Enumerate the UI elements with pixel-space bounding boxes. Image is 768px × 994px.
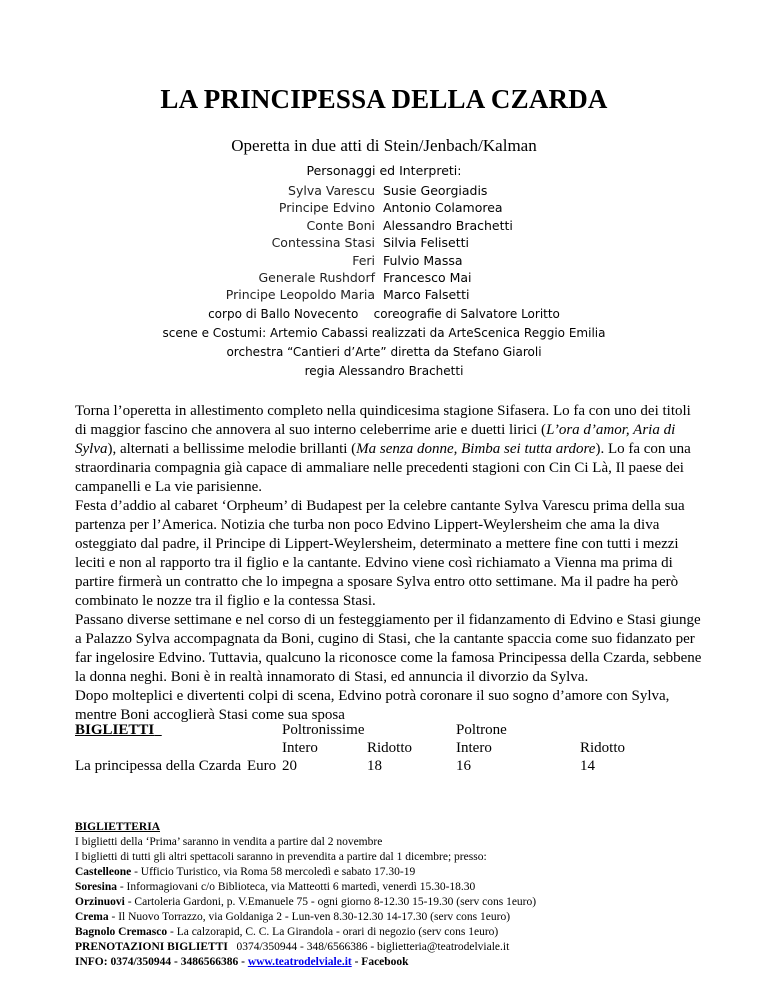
cast-role: Principe Leopoldo Maria: [225, 287, 375, 303]
box-office-section: [75, 820, 705, 970]
cast-role: Conte Boni: [306, 217, 375, 233]
cast-heading: Personaggi ed Interpreti:: [306, 163, 462, 178]
price-poltrone-intero: 16: [456, 758, 471, 774]
currency: Euro: [247, 758, 277, 774]
credits-line-scene: [0, 324, 768, 343]
venue-info: - Informagiovani c/o Biblioteca, via Matteotti 6 martedì, venerdì 15.30-18.30: [116, 881, 476, 893]
cast-list: [0, 182, 768, 304]
venue-item: [75, 880, 705, 895]
cast-actor: Susie Georgiadis: [383, 183, 488, 198]
intro-italic: Ma senza donne, Bimba sei tutta ardore: [356, 441, 596, 457]
venue-item: [75, 895, 705, 910]
venue-info: - Ufficio Turistico, via Roma 58 mercoledì e sabato 17.30-19: [131, 866, 416, 878]
cast-role: Sylva Varescu: [288, 183, 375, 198]
reservations-line: [75, 940, 705, 955]
reservations-info: 0374/350944 - 348/6566386 - biglietteria@teatrodelviale.it: [227, 941, 510, 953]
cast-row: [0, 252, 768, 269]
credits-line-orchestra: orchestra “Cantieri d’Arte” diretta da Stefano Giaroli: [226, 345, 542, 359]
scene-designer: Artemio Cabassi: [269, 326, 368, 340]
plot-paragraph: Festa d’addio al cabaret ‘Orpheum’ di Budapest per la celebre cantante Sylva Varescu prima della sua partenza per l’America. Notizia che turba non poco Edvino Lippert-Weylersheim che ama la diva osteggiato dal padre, il Principe di Lippert-Weylersheim, determinato a mettere fine con tutti i mezzi leciti e non al rapporto tra il figlio e la cantante. Edvino viene così richiamato a Vienna ma prima di partire firmerà un contratto che lo impegna a sposare Sylva entro otto settimane. Ma il padre ha però combinato le nozze tra il figlio e la contessa Stasi.: [75, 498, 685, 609]
box-office-line: I biglietti di tutti gli altri spettacoli saranno in prevendita a partire dal 1 dicembre; presso:: [75, 851, 487, 863]
cast-actor: Fulvio Massa: [383, 252, 463, 268]
intro-text: Torna l’operetta in allestimento completo nella quindicesima stagione Sifasera. Lo fa con uno dei titoli di maggior fascino che annovera al suo interno celeberrime arie e duetti lirici (: [75, 403, 691, 438]
price-poltronissime-ridotto: 18: [367, 758, 382, 774]
info-tail: - Facebook: [351, 956, 409, 968]
cast-row: [0, 269, 768, 286]
cast-actor: Marco Falsetti: [383, 287, 470, 303]
subtitle: Operetta in due atti di Stein/Jenbach/Kalman: [231, 136, 537, 155]
tickets-heading: [75, 721, 162, 739]
box-office-line: I biglietti della ‘Prima’ saranno in vendita a partire dal 2 novembre: [75, 836, 383, 848]
credits-line-regia: regia Alessandro Brachetti: [304, 364, 464, 378]
poltronissime-header: Poltronissime: [282, 722, 365, 738]
ballet-company: corpo di Ballo Novecento: [208, 307, 359, 321]
poltrone-ridotto: Ridotto: [580, 740, 626, 756]
cast-row: [0, 286, 768, 303]
show-name: La principessa della Czarda: [75, 758, 242, 774]
credits-line-ballet: [0, 305, 768, 324]
venue-item: [75, 865, 705, 880]
poltrone-intero: Intero: [456, 740, 492, 756]
website-link[interactable]: www.teatrodelviale.it: [247, 956, 352, 968]
venue-town: Crema: [75, 911, 109, 923]
cast-actor: Antonio Colamorea: [383, 200, 503, 216]
venue-town: Soresina: [75, 881, 117, 893]
intro-text: ). Lo fa con una straordinaria compagnia già capace di ammaliare nelle precedenti stagioni con Cin Ci Là, Il paese dei campanelli e La vie parisienne.: [75, 441, 691, 495]
price-poltronissime-intero: 20: [282, 758, 297, 774]
venue-item: [75, 925, 705, 940]
cast-row: [0, 199, 768, 216]
cast-role: Principe Edvino: [278, 200, 375, 216]
venue-town: Castelleone: [75, 866, 132, 878]
intro-text: ), alternati a bellissime melodie brillanti (: [107, 441, 357, 457]
cast-actor: Alessandro Brachetti: [383, 217, 513, 233]
intro-paragraph: [75, 402, 705, 497]
poltronissime-ridotto: Ridotto: [367, 740, 413, 756]
scene-rest: realizzati da ArteScenica Reggio Emilia: [371, 326, 606, 340]
plot-section: [75, 497, 705, 725]
venue-info: - Il Nuovo Torrazzo, via Goldaniga 2 - Lun-ven 8.30-12.30 14-17.30 (serv cons 1euro): [108, 911, 511, 923]
poltronissime-intero: Intero: [282, 740, 318, 756]
choreographer: Salvatore Loritto: [460, 307, 560, 321]
price-poltrone-ridotto: 14: [580, 758, 595, 774]
cast-role: Generale Rushdorf: [258, 270, 375, 286]
info-label: INFO: 0374/350944 - 3486566386 -: [75, 956, 248, 968]
venue-item: [75, 910, 705, 925]
box-office-heading: BIGLIETTERIA: [75, 821, 161, 833]
production-credits: [0, 305, 768, 381]
cast-actor: Silvia Felisetti: [383, 235, 470, 251]
plot-paragraph: Passano diverse settimane e nel corso di un festeggiamento per il fidanzamento di Edvino e Stasi giunge a Palazzo Sylva accompagnata da Boni, cugino di Stasi, che la cantante spaccia come suo fidanzato per far ingelosire Edvino. Tuttavia, qualcuno la riconosce come la famosa Principessa della Czarda, sebbene la donna neghi. Boni è in realtà innamorato di Stasi, ed annuncia il divorzio da Sylva.: [75, 612, 702, 685]
venue-town: Orzinuovi: [75, 896, 125, 908]
scene-label: scene e Costumi:: [162, 326, 267, 340]
cast-row: [0, 234, 768, 251]
page-title: LA PRINCIPESSA DELLA CZARDA: [160, 84, 608, 114]
choreo-label: coreografie di: [373, 307, 457, 321]
poltrone-header: Poltrone: [456, 722, 507, 738]
venue-info: - La calzorapid, C. C. La Girandola - orari di negozio (serv cons 1euro): [167, 926, 499, 938]
reservations-label: PRENOTAZIONI BIGLIETTI: [75, 941, 228, 953]
plot-paragraph: Dopo molteplici e divertenti colpi di scena, Edvino potrà coronare il suo sogno d’amore con Sylva, mentre Boni accoglierà Stasi come sua sposa: [75, 688, 670, 723]
info-line: [75, 955, 705, 970]
cast-actor: Francesco Mai: [383, 270, 472, 286]
cast-row: [0, 182, 768, 199]
intro-italic: L’ora d’amor, Aria di Sylva: [75, 422, 676, 457]
cast-row: [0, 217, 768, 234]
cast-role: Feri: [352, 252, 375, 268]
cast-role: Contessina Stasi: [271, 235, 375, 251]
venue-info: - Cartoleria Gardoni, p. V.Emanuele 75 - ogni giorno 8-12.30 15-19.30 (serv cons 1euro): [124, 896, 537, 908]
tickets-heading-text: BIGLIETTI: [75, 722, 155, 738]
venue-town: Bagnolo Cremasco: [75, 926, 168, 938]
